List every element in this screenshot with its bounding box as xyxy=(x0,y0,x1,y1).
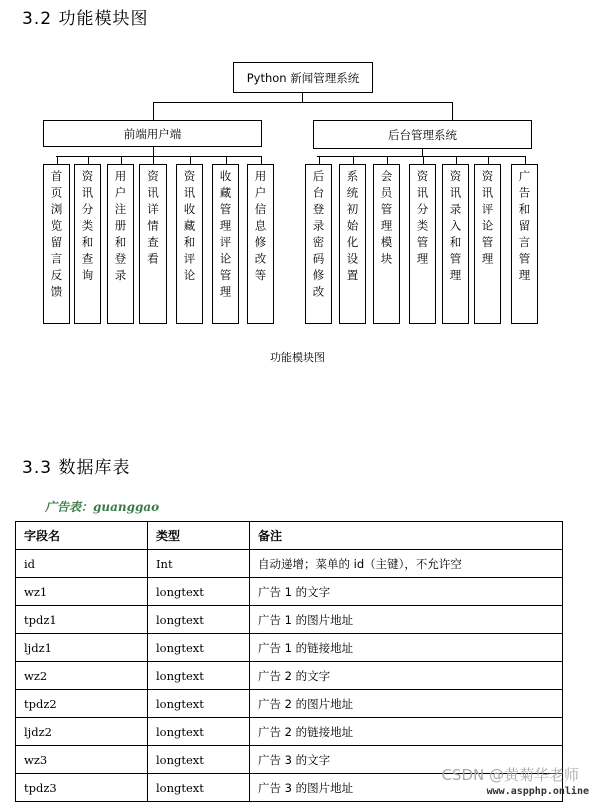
diagram-caption: 功能模块图 xyxy=(270,351,325,364)
front-leaf-1 xyxy=(43,164,70,324)
table-header-row xyxy=(16,522,563,550)
root-node xyxy=(233,62,373,93)
back-leaf-1 xyxy=(305,164,332,324)
front-leaf-connector xyxy=(261,156,262,164)
field-cell: wz2 xyxy=(16,662,148,690)
table-row xyxy=(16,606,563,634)
function-module-diagram xyxy=(0,0,595,345)
remark-cell: 广告 1 的图片地址 xyxy=(250,606,563,634)
type-cell: longtext xyxy=(148,774,250,802)
front-leaf-7 xyxy=(247,164,274,324)
front-leaf-connector xyxy=(88,156,89,164)
connector-root-down xyxy=(302,92,303,102)
guanggao-table xyxy=(15,521,563,802)
connector-back-leaves-bar xyxy=(317,156,525,157)
remark-cell: 广告 2 的文字 xyxy=(250,662,563,690)
back-leaf-connector xyxy=(353,156,354,164)
type-cell: longtext xyxy=(148,606,250,634)
remark-cell: 广告 3 的文字 xyxy=(250,746,563,774)
type-cell: longtext xyxy=(148,578,250,606)
front-leaf-label: 用户信息修改等 xyxy=(253,170,268,286)
field-cell: wz1 xyxy=(16,578,148,606)
table-row xyxy=(16,718,563,746)
back-leaf-label: 系统初始化设置 xyxy=(345,170,360,286)
table-row xyxy=(16,662,563,690)
back-leaf-connector xyxy=(456,156,457,164)
remark-cell: 广告 1 的文字 xyxy=(250,578,563,606)
front-leaf-6 xyxy=(212,164,239,324)
back-leaf-3 xyxy=(373,164,400,324)
remark-cell: 广告 2 的链接地址 xyxy=(250,718,563,746)
type-cell: longtext xyxy=(148,634,250,662)
field-cell: ljdz1 xyxy=(16,634,148,662)
front-leaf-3 xyxy=(107,164,134,324)
back-leaf-connector xyxy=(319,156,320,164)
front-leaf-label: 资讯收藏和评论 xyxy=(182,170,197,286)
type-cell: longtext xyxy=(148,718,250,746)
back-leaf-label: 资讯录入和管理 xyxy=(448,170,463,286)
remark-cell: 自动递增；菜单的 id（主键），不允许空 xyxy=(250,550,563,578)
back-leaf-5 xyxy=(442,164,469,324)
field-cell: tpdz3 xyxy=(16,774,148,802)
remark-cell: 广告 1 的链接地址 xyxy=(250,634,563,662)
header-remark: 备注 xyxy=(250,522,563,550)
front-leaf-connector xyxy=(153,156,154,164)
front-leaf-connector xyxy=(121,156,122,164)
csdn-watermark: CSDN @黄菊华老师 xyxy=(441,766,579,784)
connector-front-leaves-bar xyxy=(56,156,262,157)
field-cell: id xyxy=(16,550,148,578)
back-leaf-connector xyxy=(423,156,424,164)
back-leaf-connector xyxy=(488,156,489,164)
connector-root-bar xyxy=(153,102,452,103)
back-leaf-label: 资讯评论管理 xyxy=(480,170,495,269)
header-type: 类型 xyxy=(148,522,250,550)
front-leaf-label: 收藏管理评论管理 xyxy=(218,170,233,302)
back-group-label: 后台管理系统 xyxy=(388,127,457,142)
back-leaf-4 xyxy=(409,164,436,324)
back-leaf-label: 会员管理模块 xyxy=(379,170,394,269)
section-heading-database: 3.3 数据库表 xyxy=(22,458,131,478)
front-leaf-connector xyxy=(57,156,58,164)
front-leaf-label: 资讯分类和查询 xyxy=(80,170,95,286)
front-leaf-label: 首页浏览留言反馈 xyxy=(49,170,64,302)
back-group-node xyxy=(313,120,532,149)
back-leaf-label: 资讯分类管理 xyxy=(415,170,430,269)
back-leaf-2 xyxy=(339,164,366,324)
type-cell: longtext xyxy=(148,690,250,718)
connector-back-down xyxy=(422,148,423,156)
site-watermark: www.aspphp.online xyxy=(486,786,589,797)
connector-front-up xyxy=(153,102,154,120)
front-group-label: 前端用户端 xyxy=(123,126,182,141)
type-cell: longtext xyxy=(148,746,250,774)
front-leaf-2 xyxy=(74,164,101,324)
field-cell: tpdz1 xyxy=(16,606,148,634)
front-leaf-connector xyxy=(190,156,191,164)
connector-front-down xyxy=(153,146,154,156)
table-row xyxy=(16,550,563,578)
section-heading-function-diagram: 3.2 功能模块图 xyxy=(22,9,149,29)
table-row xyxy=(16,690,563,718)
header-field-name: 字段名 xyxy=(16,522,148,550)
connector-back-up xyxy=(452,102,453,120)
front-leaf-4 xyxy=(139,164,167,324)
back-leaf-label: 后台登录密码修改 xyxy=(311,170,326,302)
field-cell: wz3 xyxy=(16,746,148,774)
table-title: 广告表：guanggao xyxy=(45,500,160,514)
remark-cell: 广告 2 的图片地址 xyxy=(250,690,563,718)
back-leaf-6 xyxy=(474,164,501,324)
field-cell: ljdz2 xyxy=(16,718,148,746)
type-cell: Int xyxy=(148,550,250,578)
front-leaf-5 xyxy=(176,164,203,324)
back-leaf-7 xyxy=(511,164,538,324)
back-leaf-connector xyxy=(525,156,526,164)
table-row xyxy=(16,634,563,662)
field-cell: tpdz2 xyxy=(16,690,148,718)
root-node-label: Python 新闻管理系统 xyxy=(246,70,360,85)
front-leaf-label: 资讯详情查看 xyxy=(146,170,160,269)
table-row xyxy=(16,578,563,606)
front-leaf-connector xyxy=(226,156,227,164)
front-group-node xyxy=(43,120,262,147)
back-leaf-connector xyxy=(387,156,388,164)
back-leaf-label: 广告和留言管理 xyxy=(517,170,532,286)
front-leaf-label: 用户注册和登录 xyxy=(113,170,128,286)
remark-cell: 广告 3 的图片地址 xyxy=(250,774,563,802)
type-cell: longtext xyxy=(148,662,250,690)
